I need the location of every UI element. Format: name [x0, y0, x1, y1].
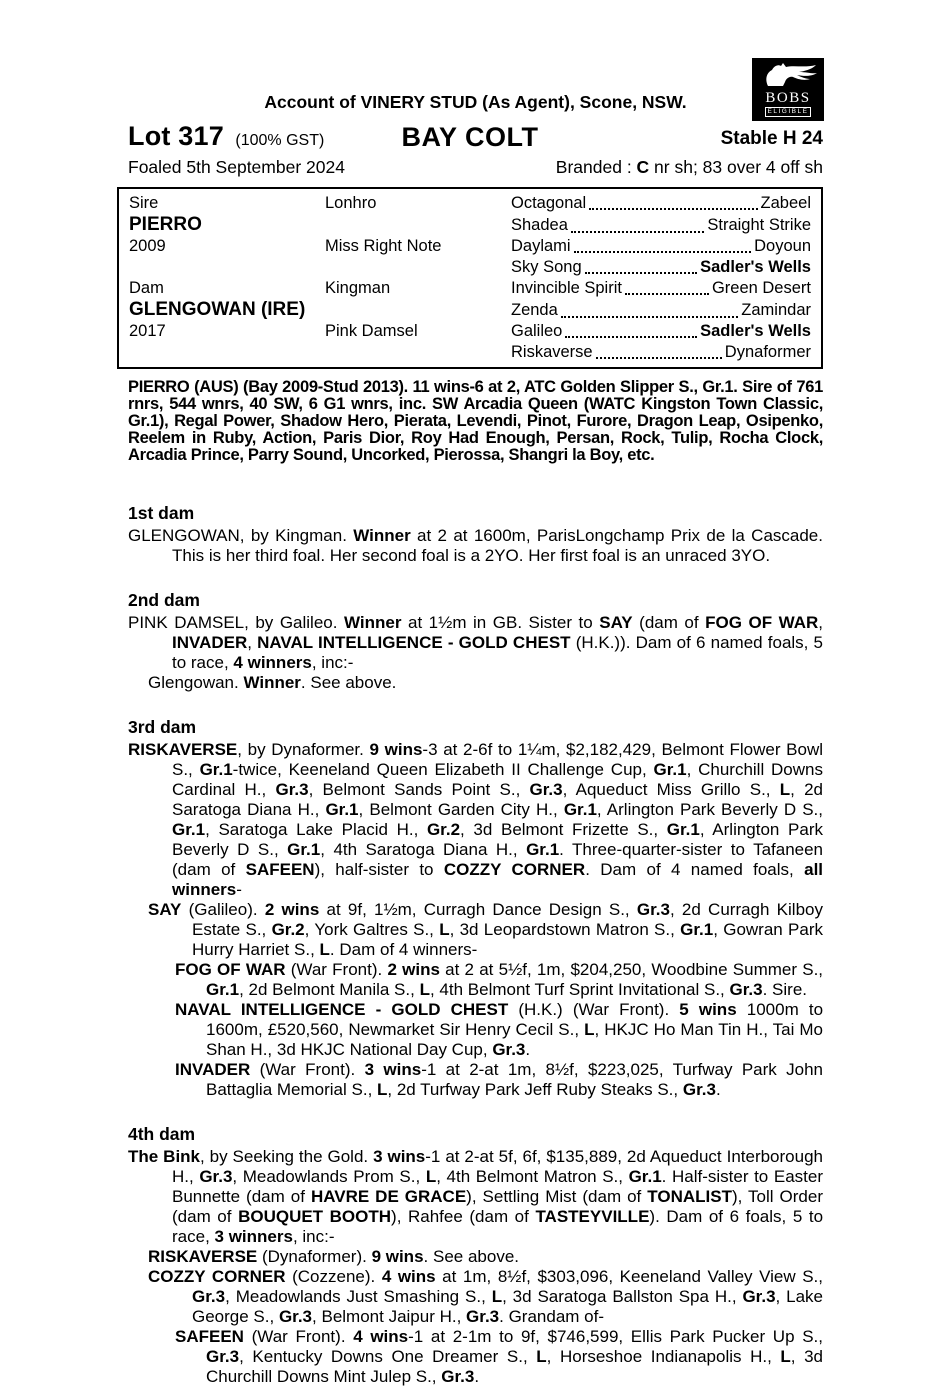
dotted-leader: [561, 316, 739, 318]
pedigree-entry: SAFEEN (War Front). 4 wins-1 at 2-1m to 9f, $746,599, Ellis Park Pucker Up S., Gr.3, Kentucky Downs One Dreamer S., L, Horseshoe Indianapolis H., L, 3d Churchill Downs Mint Julep S., Gr.3.: [175, 1327, 823, 1387]
pedigree-entry: GLENGOWAN, by Kingman. Winner at 2 at 1600m, ParisLongchamp Prix de la Cascade. This is her third foal. Her second foal is a 2YO. Her first foal is an unraced 3YO.: [128, 526, 823, 566]
pedigree-table: [117, 187, 823, 369]
pedigree-entry: PINK DAMSEL, by Galileo. Winner at 1½m in GB. Sister to SAY (dam of FOG OF WAR, INVADER, NAVAL INTELLIGENCE - GOLD CHEST (H.K.)). Dam of 6 named foals, 5 to race, 4 winners, inc:-: [128, 613, 824, 673]
sire-role-label: Sire: [129, 194, 159, 212]
dotted-leader: [625, 293, 709, 295]
horse-title: BAY COLT: [401, 122, 539, 152]
section-heading: 3rd dam: [128, 717, 197, 738]
dam-sire: Kingman: [325, 279, 391, 298]
dam-year: 2017: [129, 321, 166, 340]
gst-note: (100% GST): [235, 132, 325, 149]
pedigree-row: Galileo Sadler's Wells: [511, 321, 811, 340]
dotted-leader: [565, 336, 697, 338]
pedigree-row: Zenda Zamindar: [511, 301, 811, 320]
pedigree-row: Daylami Doyoun: [511, 236, 811, 255]
dotted-leader: [596, 357, 722, 359]
stable-number: Stable H 24: [720, 128, 823, 149]
sire-name: PIERRO: [129, 214, 202, 236]
pedigree-entry: The Bink, by Seeking the Gold. 3 wins-1 at 2-at 5f, 6f, $135,889, 2d Aqueduct Interborough H., Gr.3, Meadowlands Prom S., L, 4th Belmont Matron S., Gr.1. Half-sister to Easter Bunnette (dam of HAVRE DE GRACE), Settling Mist (dam of TONALIST), Toll Order (dam of BOUQUET BOOTH), Rahfee (dam of TASTEYVILLE). Dam of 6 foals, 5 to race, 3 winners, inc:-: [128, 1147, 824, 1247]
section-4th-dam: [117, 1124, 823, 1387]
pedigree-entry: SAY (Galileo). 2 wins at 9f, 1½m, Curragh Dance Design S., Gr.3, 2d Curragh Kilboy Estate S., Gr.2, York Galtres S., L, 3d Leopardstown Matron S., Gr.1, Gowran Park Hurry Harriet S., L. Dam of 4 winners-: [148, 900, 823, 960]
section-1st-dam: [117, 503, 823, 566]
pedigree-entry: FOG OF WAR (War Front). 2 wins at 2 at 5½f, 1m, $204,250, Woodbine Summer S., Gr.1, 2d Belmont Manila S., L, 4th Belmont Turf Sprint Invitational S., Gr.3. Sire.: [175, 960, 824, 1000]
dam-dam: Pink Damsel: [325, 321, 418, 340]
section-heading: 2nd dam: [128, 590, 200, 611]
pedigree-entry: RISKAVERSE, by Dynaformer. 9 wins-3 at 2-6f to 1¼m, $2,182,429, Belmont Flower Bowl S., Gr.1-twice, Keeneland Queen Elizabeth II Challenge Cup, Gr.1, Churchill Downs Cardinal H., Gr.3, Belmont Sands Point S., Gr.3, Aqueduct Miss Grillo S., L, 2d Saratoga Diana H., Gr.1, Belmont Garden City H., Gr.1, Arlington Park Beverly D S., Gr.1, Saratoga Lake Placid H., Gr.2, 3d Belmont Frizette S., Gr.1, Arlington Park Beverly D S., Gr.1, 4th Saratoga Diana H., Gr.1. Three-quarter-sister to Tafaneen (dam of SAFEEN), half-sister to COZZY CORNER. Dam of 4 named foals, all winners-: [128, 740, 824, 900]
section-heading: 4th dam: [128, 1124, 196, 1145]
lot-header: [117, 121, 823, 153]
page-content: [117, 92, 823, 1387]
pedigree-row: Shadea Straight Strike: [511, 216, 811, 235]
logo-text-eligible: ELIGIBLE: [765, 107, 812, 117]
section-3rd-dam: [117, 717, 823, 1100]
sire-dam: Miss Right Note: [325, 236, 442, 255]
pedigree-row: Riskaverse Dynaformer: [511, 343, 811, 362]
sire-year: 2009: [129, 236, 166, 255]
foaled-date: Foaled 5th September 2024: [128, 157, 345, 177]
dotted-leader: [571, 231, 704, 233]
pedigree-row: Sky Song Sadler's Wells: [511, 257, 811, 276]
pedigree-row: Invincible Spirit Green Desert: [511, 279, 811, 298]
brand-info: Branded : C nr sh; 83 over 4 off sh: [555, 157, 823, 177]
dotted-leader: [574, 251, 752, 253]
dam-name: GLENGOWAN (IRE): [129, 299, 306, 321]
sire-summary: PIERRO (AUS) (Bay 2009-Stud 2013). 11 wins-6 at 2, ATC Golden Slipper S., Gr.1. Sire of 761 rnrs, 544 wnrs, 40 SW, 6 G1 wnrs, inc. SW Arcadia Queen (WATC Kingston Town Classic, Gr.1), Regal Power, Shadow Hero, Pierata, Levendi, Pinot, Furore, Dragon Leap, Osipenko, Reelem in Ruby, Action, Paris Dior, Roy Had Enough, Persan, Rock, Tulip, Rocha Clock, Arcadia Prince, Parry Sound, Uncorked, Pierossa, Shangri la Boy, etc.: [128, 378, 823, 465]
sire-sire: Lonhro: [325, 194, 377, 212]
logo-text-bobs: BOBS: [765, 90, 811, 106]
dotted-leader: [585, 272, 697, 274]
dotted-leader: [589, 208, 757, 210]
section-heading: 1st dam: [128, 503, 195, 524]
dam-role-label: Dam: [129, 279, 164, 298]
foal-brand-line: [117, 157, 823, 178]
pedigree-entry: COZZY CORNER (Cozzene). 4 wins at 1m, 8½f, $303,096, Keeneland Valley View S., Gr.3, Meadowlands Just Smashing S., L, 3d Saratoga Ballston Spa H., Gr.3, Lake George S., Gr.3, Belmont Jaipur H., Gr.3. Grandam of-: [148, 1267, 824, 1327]
pedigree-row: Octagonal Zabeel: [511, 194, 811, 212]
pedigree-entry: RISKAVERSE (Dynaformer). 9 wins. See above.: [148, 1247, 519, 1267]
pedigree-entry: NAVAL INTELLIGENCE - GOLD CHEST (H.K.) (War Front). 5 wins 1000m to 1600m, £520,560, Newmarket Sir Henry Cecil S., L, HKJC Ho Man Tin H., Tai Mo Shan H., 3d HKJC National Day Cup, Gr.3.: [175, 1000, 824, 1060]
pedigree-entry: INVADER (War Front). 3 wins-1 at 2-at 1m, 8½f, $223,025, Turfway Park John Battaglia Memorial S., L, 2d Turfway Park Jeff Ruby Steaks S., Gr.3.: [175, 1060, 823, 1100]
pedigree-entry: Glengowan. Winner. See above.: [148, 673, 397, 693]
account-line: Account of VINERY STUD (As Agent), Scone, NSW.: [264, 92, 687, 112]
section-2nd-dam: [117, 590, 823, 693]
horse-head-icon: [758, 62, 818, 88]
lot-number: Lot 317: [128, 121, 224, 151]
